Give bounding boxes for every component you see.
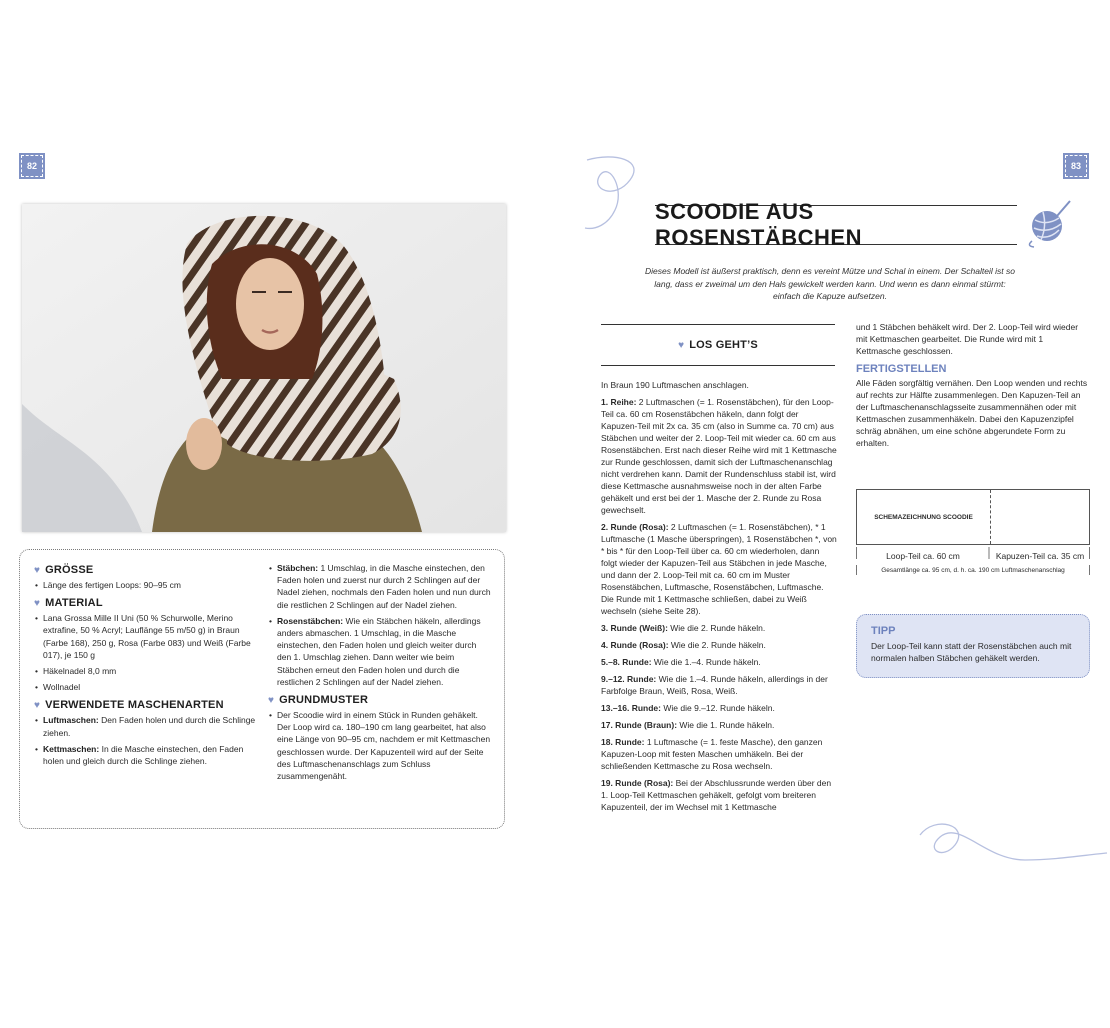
tipp-text: Der Loop-Teil kann statt der Rosenstäbchen auch mit normalen halben Stäbchen gehäkelt werden. — [871, 641, 1072, 663]
masche-item: • Stäbchen: 1 Umschlag, in die Masche einstechen, den Faden holen und zuerst nur durch 2 Schlingen auf der Nadel ziehen, nochmals den Faden holen und nun durch die restlichen 2 Schlingen auf der Nadel ziehen. — [277, 562, 492, 611]
page-number-left: 82 — [19, 153, 45, 179]
schema-diagram — [856, 489, 1090, 545]
material-item: • Häkelnadel 8,0 mm — [43, 665, 260, 677]
maschenarten-heading: ♥ VERWENDETE MASCHENARTEN — [34, 699, 224, 712]
info-column-right — [268, 562, 492, 788]
material-heading: ♥ MATERIAL — [34, 597, 103, 610]
masche-item: • Kettmaschen: In die Masche einstechen, den Faden holen und gleich durch die Schlinge ziehen. — [43, 743, 260, 767]
photo-illustration — [22, 204, 506, 532]
grundmuster-item: • Der Scoodie wird in einem Stück in Runden gehäkelt. Der Loop wird ca. 180–190 cm lang gearbeitet, hat also eine Länge von 90–95 cm, nachdem er mit Kettmaschen geschlossen wurde. Der Kapuzenteil wird auf der Seite des Luftmaschenanschlags zum Schluss zusammengenäht. — [277, 709, 492, 782]
page-number-right: 83 — [1063, 153, 1089, 179]
schema-total-label: Gesamtlänge ca. 95 cm, d. h. ca. 190 cm Luftmaschenanschlag — [857, 567, 1089, 574]
instructions-column — [601, 379, 837, 818]
swirl-decoration-icon — [575, 150, 665, 235]
instruction-step: 13.–16. Runde: Wie die 9.–12. Runde häkeln. — [601, 703, 775, 713]
info-box — [19, 549, 505, 829]
info-column-left — [34, 564, 260, 773]
tipp-heading: TIPP — [871, 625, 896, 637]
instruction-step: 18. Runde: 1 Luftmasche (= 1. feste Masche), den ganzen Kapuzen-Loop mit festen Maschen umhäkeln. Bei der schließenden Kettmasche zu Rosa wechseln. — [601, 737, 823, 771]
yarn-ball-icon — [1027, 198, 1073, 248]
instruction-step: 19. Runde (Rosa): Bei der Abschlussrunde werden über den 1. Loop-Teil Kettmaschen gehäkelt, gefolgt vom breiteren Kapuzenteil, der im Wechsel mit 1 Kettmasche — [601, 778, 832, 812]
instruction-step: 9.–12. Runde: Wie die 1.–4. Runde häkeln, allerdings in der Farbfolge Braun, Weiß, Rosa, Weiß. — [601, 674, 828, 696]
swirl-decoration-icon — [915, 815, 1110, 875]
instruction-step: 2. Runde (Rosa): 2 Luftmaschen (= 1. Rosenstäbchen), * 1 Luftmasche (1 Masche überspringen), 1 Rosenstäbchen *, von * bis * für den Loop-Teil über ca. 60 cm wiederholen, dann folgt wieder der Kapuzen-Teil aus Stäbchen in jede Masche, und dann der 2. Loop-Teil mit ca. 60 cm im Muster Rosenstäbchen, Luftmasche, Rosenstäbchen, Luftmasche. Die Runde mit 1 Kettmasche schließen, dabei zu Weiß wechseln (siehe Seite 28). — [601, 522, 837, 616]
instruction-step: 5.–8. Runde: Wie die 1.–4. Runde häkeln. — [601, 657, 761, 667]
instruction-step: 3. Runde (Weiß): Wie die 2. Runde häkeln. — [601, 623, 766, 633]
intro-text: Dieses Modell ist äußerst praktisch, denn es vereint Mütze und Schal in einem. Der Schalteil ist so lang, dass er zweimal um den Hals gewickelt werden kann. Und wenn es dann einmal stürmt: einfach die Kapuze aufsetzen. — [645, 266, 1015, 301]
los-gehts-heading: ♥ LOS GEHT’S — [601, 324, 835, 366]
instruction-step: 4. Runde (Rosa): Wie die 2. Runde häkeln. — [601, 640, 766, 650]
heart-icon: ♥ — [678, 339, 685, 351]
heart-icon: ♥ — [34, 597, 41, 609]
schema-kapuze-label: Kapuzen-Teil ca. 35 cm — [995, 551, 1085, 561]
masche-item: • Rosenstäbchen: Wie ein Stäbchen häkeln, allerdings anders abmaschen. 1 Umschlag, in die Masche einstechen, den Faden holen und gleich weiter durch den 1. Umschlag ziehen. Dann weiter wie beim Stäbchen erneut den Faden holen und durch die restlichen 2 Schlingen auf der Nadel ziehen. — [277, 615, 492, 688]
masche-item: • Luftmaschen: Den Faden holen und durch die Schlinge ziehen. — [43, 714, 260, 738]
heart-icon: ♥ — [34, 699, 41, 711]
right-column — [856, 321, 1090, 454]
continuation-text: und 1 Stäbchen behäkelt wird. Der 2. Loop-Teil wird wieder mit Kettmaschen gearbeitet. Die Runde wird mit 1 Kettmasche geschlossen. — [856, 322, 1079, 356]
fertigstellen-heading: FERTIGSTELLEN — [856, 363, 947, 375]
page-title: SCOODIE AUS ROSENSTÄBCHEN — [655, 205, 1017, 245]
model-photo — [22, 204, 506, 532]
schema-loop-label: Loop-Teil ca. 60 cm — [886, 551, 960, 561]
fertigstellen-text: Alle Fäden sorgfältig vernähen. Den Loop wenden und rechts auf rechts zur Hälfte zusammenlegen. Den Kapuzen-Teil an der Luftmaschenanschlagsseite zusammennähen oder mit Kettmaschen zusammenhäkeln. Dabei den Kapuzenzipfel schräg abnähen, um eine schöne abgerundete Form zu erhalten. — [856, 378, 1088, 448]
material-item: • Wollnadel — [43, 681, 260, 693]
groesse-item: • Länge des fertigen Loops: 90–95 cm — [43, 579, 260, 591]
groesse-heading: ♥ GRÖSSE — [34, 564, 94, 576]
heart-icon: ♥ — [268, 694, 275, 706]
material-item: • Lana Grossa Mille II Uni (50 % Schurwolle, Merino extrafine, 50 % Acryl; Lauflänge 55 m/50 g) in Braun (Farbe 168), 250 g, Rosa (Farbe 083) und Weiß (Farbe 017), je 150 g — [43, 612, 260, 661]
heart-icon: ♥ — [34, 564, 41, 576]
instruction-step: 17. Runde (Braun): Wie die 1. Runde häkeln. — [601, 720, 775, 730]
grundmuster-heading: ♥ GRUNDMUSTER — [268, 694, 369, 707]
instruction-step: 1. Reihe: 2 Luftmaschen (= 1. Rosenstäbchen), für den Loop-Teil ca. 60 cm Rosenstäbchen häkeln, dann folgt der Kapuzen-Teil mit 2x ca. 35 cm (also in Summe ca. 70 cm) aus Stäbchen und weiter der 2. Loop-Teil mit wieder ca. 60 cm aus Rosenstäbchen. Erst nach dieser Reihe wird mit 1 Kettmasche zur Runde geschlossen, damit sich der Luftmaschenanschlag nicht verdrehen kann. Damit der Rundenschluss stabil ist, wird diese Kettmasche ausnahmsweise noch in der alten Farbe gehäkelt und erst bei der 1. Masche der 2. Runde zu Rosa gewechselt. — [601, 397, 837, 515]
schema-label: SCHEMAZEICHNUNG SCOODIE — [857, 490, 991, 544]
instruction-step: In Braun 190 Luftmaschen anschlagen. — [601, 380, 749, 390]
tipp-box — [856, 614, 1090, 678]
